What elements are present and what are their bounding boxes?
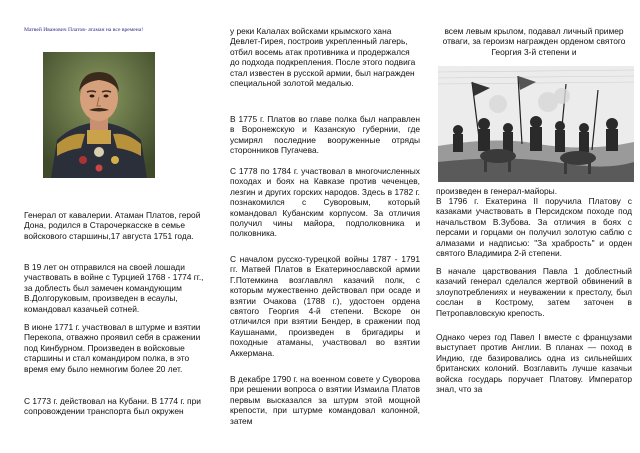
paragraph: В декабре 1790 г. на военном совете у Суворова при решении вопроса о взятии Измаила Платов первым высказался за штурм этой мощной крепости, при штурме командовал колонной, затем <box>230 374 420 426</box>
paragraph: В 1775 г. Платов во главе полка был направлен в Воронежскую и Казанскую губернии, где усмирял последние вооруженные отряды сторонников Пугачева. <box>230 114 420 156</box>
paragraph: произведен в генерал-майоры. <box>436 186 558 196</box>
paragraph: всем левым крылом, подавал личный пример отваги, за героизм награжден орденом святого Георгия 3-й степени и <box>442 26 626 57</box>
portrait-caption: Матвей Иванович Платов- атаман на все времена! <box>24 27 144 33</box>
paragraph: С 1773 г. действовал на Кубани. В 1774 г. при сопровождении транспорта был окружен <box>24 396 201 417</box>
paragraph: С началом русско-турецкой войны 1787 - 1791 гг. Матвей Платов в Екатеринославской армии Г.Потемкина возглавлял казачий полк, с которым мужественно действовал при осаде и взятии Очакова (1788 г.), удостоен ордена святого Георгия 4-й степени. Вскоре он отличился при взятии Бендер, в сражении под Каушанами, произведен в бригадиры и походные атаманы, участвовал во взятии Аккермана. <box>230 254 420 358</box>
paragraph: у реки Калалах войсками крымского хана Девлет-Гирея, построив укрепленный лагерь, отбил восемь атак противника и продержался до подхода подкрепления. После этого подвига стал известен в русской армии, был награжден специальной золотой медалью. <box>230 26 416 89</box>
paragraph: Однако через год Павел I вместе с французами выступает против Англии. В планах — поход в Индию, где базировались одна из сильнейших британских колоний. Возглавить лучше казачьи войска государь поручает Платову. Император знал, что за <box>436 332 632 395</box>
paragraph: В 1796 г. Екатерина II поручила Платову с казаками участвовать в Персидском походе под начальством В.Зубова. За отличия в боях с персами и горцами он получил золотую саблю с алмазами и надписью: "За храбрость" и орден святого Владимира 2-й степени. <box>436 196 632 259</box>
paragraph: Генерал от кавалерии. Атаман Платов, герой Дона, родился в Старочеркасске в семье войскового старшины,17 августа 1751 года. <box>24 210 201 241</box>
paragraph: В 19 лет он отправился на своей лошади участвовать в войне с Турцией 1768 - 1774 гг., за доблесть был замечен командующим В.Долгоруковым, произведен в есаулы, командовал казачьей сотней. <box>24 262 204 314</box>
cossack-battle-engraving-icon <box>438 66 634 182</box>
paragraph: В начале царствования Павла 1 доблестный казачий генерал сделался жертвой обвинений в злоупотреблениях и неуважении к престолу, был сослан в Кострому, затем заточен в Петропавловскую крепость. <box>436 266 632 318</box>
paragraph: В июне 1771 г. участвовал в штурме и взятии Перекопа, отважно проявил себя в сражении под Кинбурном. Произведен в войсковые старшины и стал командиром полка, в это время ему было немногим более 20 лет. <box>24 322 201 374</box>
portrait-of-platov-icon <box>43 52 155 178</box>
paragraph: С 1778 по 1784 г. участвовал в многочисленных походах и боях на Кавказе против чеченцев, лезгин и других горских народов. Здесь в 1782 г. познакомился с Суворовым, который командовал Кубанским корпусом. За отличия получил чины майора, подполковника и полковника. <box>230 166 420 239</box>
